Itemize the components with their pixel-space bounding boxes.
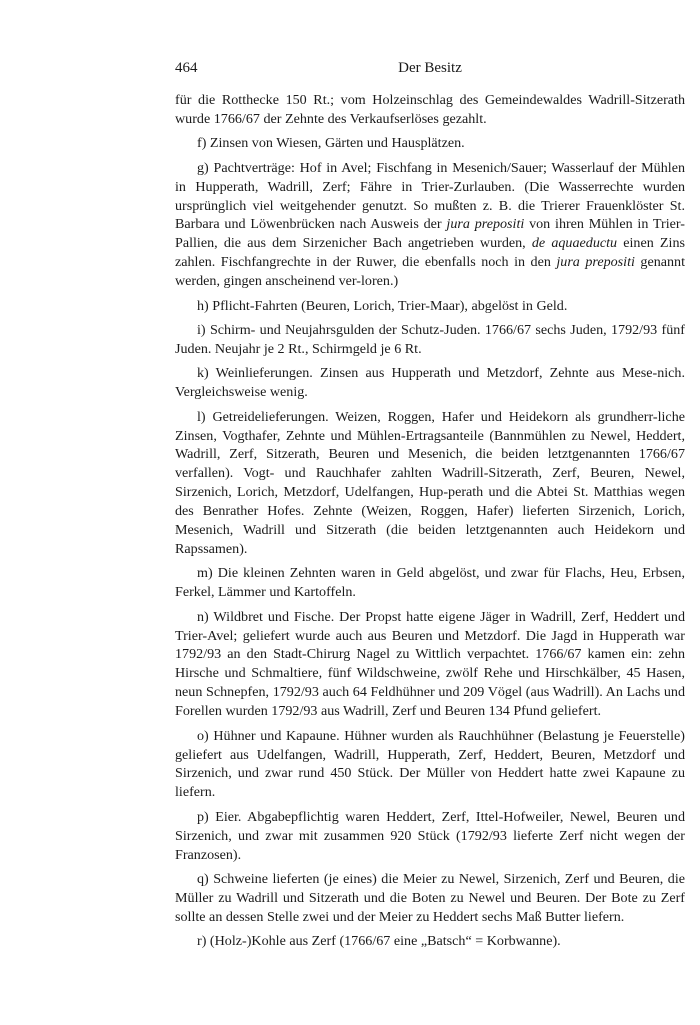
paragraph-continuation: für die Rotthecke 150 Rt.; vom Holzeinschlag des Gemeindewaldes Wadrill-Sitzerath wurde 1766/67 der Zehnte des Verkaufserlöses gezahlt. — [175, 92, 685, 127]
paragraph-g — [175, 159, 685, 291]
page-number: 464 — [175, 60, 198, 76]
paragraph-g-text-3: einen Zins zahlen. Fischfangrechte in der Ruwer, die ebenfalls noch in den — [175, 235, 685, 271]
paragraph-o: o) Hühner und Kapaune. Hühner wurden als Rauchhühner (Belastung je Feuerstelle) geliefert aus Udelfangen, Wadrill, Hupperath, Zerf, Heddert, Beuren, Metzdorf und Sirzenich, und zwar rund 450 Stück. Der Müller von Heddert hatte zwei Kapaune zu liefern. — [175, 727, 685, 801]
paragraph-k: k) Weinlieferungen. Zinsen aus Hupperath und Metzdorf, Zehnte aus Mese-nich. Vergleichsweise wenig. — [175, 365, 685, 401]
paragraph-f: f) Zinsen von Wiesen, Gärten und Hausplätzen. — [197, 135, 465, 152]
paragraph-p: p) Eier. Abgabepflichtig waren Heddert, Zerf, Ittel-Hofweiler, Newel, Beuren und Sirzenich, und zwar mit zusammen 920 Stück (1792/93 lieferte Zerf nicht wegen der Franzosen). — [175, 808, 685, 863]
body-text — [175, 91, 685, 957]
paragraph-g-text-2: von ihren Mühlen in Trier-Pallien, die aus dem Sirzenicher Bach angetrieben wurden, — [175, 216, 686, 252]
latin-term: jura prepositi — [446, 216, 525, 233]
paragraph-h: h) Pflicht-Fahrten (Beuren, Lorich, Trier-Maar), abgelöst in Geld. — [197, 297, 568, 314]
paragraph-m: m) Die kleinen Zehnten waren in Geld abgelöst, und zwar für Flachs, Heu, Erbsen, Ferkel, Lämmer und Kartoffeln. — [175, 565, 685, 601]
paragraph-r: r) (Holz-)Kohle aus Zerf (1766/67 eine „Batsch“ = Korbwanne). — [197, 933, 561, 950]
latin-term: de aquaeductu — [531, 235, 618, 252]
running-head — [175, 58, 685, 78]
paragraph-q: q) Schweine lieferten (je eines) die Meier zu Newel, Sirzenich, Zerf und Beuren, die Müller zu Wadrill und Sitzerath und die Boten zu Newel und Beuren. Der Bote zu Zerf sollte an dessen Stelle zwei und der Meier zu Heddert sechs Maß Butter liefern. — [175, 870, 685, 925]
running-title: Der Besitz — [398, 60, 462, 76]
paragraph-i: i) Schirm- und Neujahrsgulden der Schutz-Juden. 1766/67 sechs Juden, 1792/93 fünf Juden. Neujahr je 2 Rt., Schirmgeld je 6 Rt. — [175, 321, 685, 357]
latin-term: jura prepositi — [556, 254, 635, 271]
paragraph-n: n) Wildbret und Fische. Der Propst hatte eigene Jäger in Wadrill, Zerf, Heddert und Trier-Avel; geliefert wurde auch aus Beuren und Metzdorf. Die Jagd in Hupperath war 1792/93 an den Stadt-Chirurg Nagel zu Wittlich verpachtet. 1766/67 kamen ein: zehn Hirsche und Schmaltiere, fünf Wildschweine, zwölf Rehe und Hirschkälber, 45 Hasen, neun Schnepfen, 1792/93 auch 64 Feldhühner und 209 Vögel (aus Wadrill). An Lachs und Forellen wurden 1792/93 aus Wadrill, Zerf und Beuren 134 Pfund geliefert. — [175, 608, 685, 720]
paragraph-g-text-4: genannt werden, gingen anscheinend ver-loren.) — [175, 254, 686, 290]
paragraph-g-text-1: g) Pachtverträge: Hof in Avel; Fischfang in Mesenich/Sauer; Wasserlauf der Mühlen in Hupperath, Wadrill, Zerf; Fähre in Trier-Zurlauben. (Die Wasserrechte wurden ursprünglich viel weitgehender genutzt. So mußten z. B. die Trierer Frauenklöster St. Barbara und Löwenbrücken nach Ausweis der — [175, 159, 685, 233]
paragraph-l: l) Getreidelieferungen. Weizen, Roggen, Hafer und Heidekorn als grundherr-liche Zinsen, Vogthafer, Zehnte und Mühlen-Ertragsanteile (Bannmühlen zu Newel, Heddert, Wadrill, Zerf, Sitzerath, Beuren und Mesenich, die beiden letztgenannten 1766/67 verfallen). Vogt- und Rauchhafer zahlten Wadrill-Sitzerath, Zerf, Beuren, Newel, Sirzenich, Lorich, Metzdorf, Udelfangen, Hup-perath und die Abtei St. Matthias wegen des Benrather Hofes. Zehnte (Weizen, Roggen, Hafer) lieferten Sirzenich, Lorich, Mesenich, Wadrill und Sitzerath (die beiden letztgenannten auch Heidekorn und Rapssamen). — [175, 408, 685, 557]
